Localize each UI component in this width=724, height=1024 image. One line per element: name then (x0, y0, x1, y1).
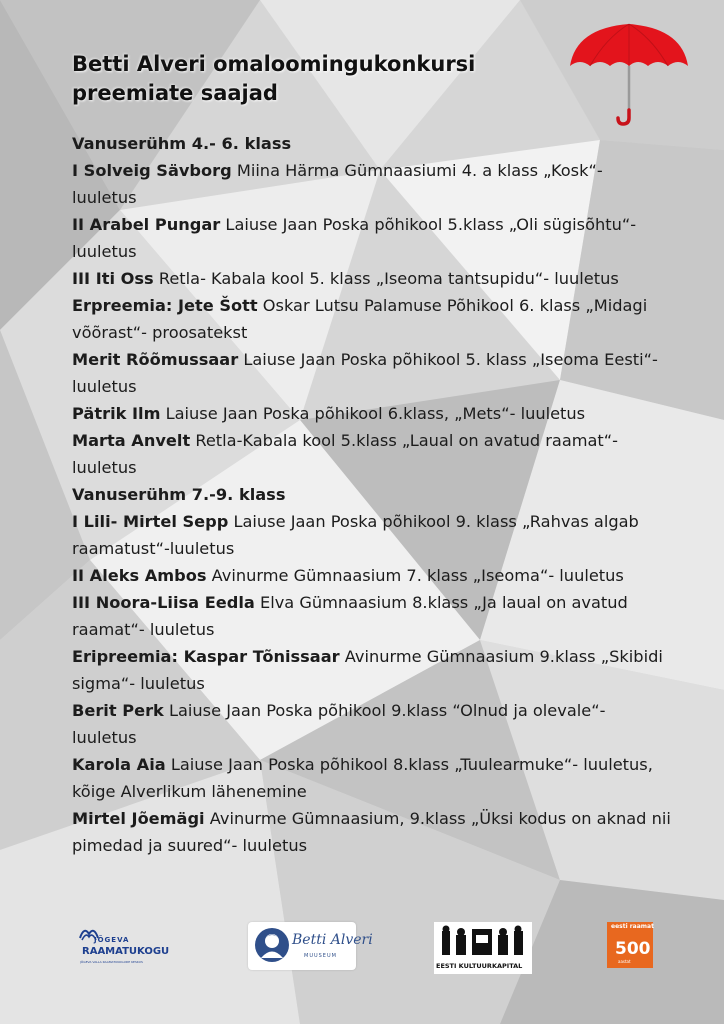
winner-name: I Lili- Mirtel Sepp (72, 512, 229, 531)
winner-details: Avinurme Gümnaasium 9.klass „Skibidi sigma“- luuletus (72, 647, 663, 693)
winner-entry (72, 427, 672, 481)
winner-entry (72, 751, 672, 805)
alveri-name: Betti Alveri (292, 932, 373, 948)
winner-details: Avinurme Gümnaasium, 9.klass „Üksi kodus on aknad nii pimedad ja suured“- luuletus (72, 809, 671, 855)
winner-entry (72, 562, 672, 589)
winner-entry (72, 211, 672, 265)
title-line-1: Betti Alveri omaloomingukonkursi (72, 52, 476, 76)
winner-name: II Arabel Pungar (72, 215, 221, 234)
winner-name: Eripreemia: Kaspar Tõnissaar (72, 647, 340, 666)
winner-entry (72, 400, 672, 427)
figures-icon (440, 925, 526, 959)
eesti-raamat-500-logo (607, 922, 653, 968)
winner-details: Laiuse Jaan Poska põhikool 5.klass „Oli sügisõhtu“- luuletus (72, 215, 637, 261)
jogeva-raamatukogu-logo (76, 922, 176, 974)
winner-name: Mirtel Jõemägi (72, 809, 205, 828)
jogeva-line-2: RAAMATUKOGU (82, 946, 170, 957)
raamat500-top: eesti raamat (611, 923, 654, 930)
winner-entry (72, 292, 672, 346)
winner-details: Elva Gümnaasium 8.klass „Ja laual on avatud raamat“- luuletus (72, 593, 628, 639)
portrait-icon (254, 927, 290, 963)
winner-name: Merit Rõõmussaar (72, 350, 239, 369)
title-line-2: preemiate saajad (72, 81, 278, 105)
raamat500-sub: aastat (618, 959, 631, 964)
page-title (72, 50, 542, 108)
winner-entry (72, 589, 672, 643)
winner-name: III Noora-Liisa Eedla (72, 593, 255, 612)
winner-name: III Iti Oss (72, 269, 154, 288)
winner-name: Karola Aia (72, 755, 166, 774)
raamat500-number: 500 (615, 939, 651, 959)
red-umbrella-icon (566, 18, 692, 128)
winner-entry (72, 805, 672, 859)
winner-entry (72, 265, 672, 292)
betti-alveri-muuseum-logo (248, 922, 373, 970)
sponsor-logos (0, 922, 724, 982)
winner-details: Miina Härma Gümnaasiumi 4. a klass „Kosk“- luuletus (72, 161, 603, 207)
winner-details: Laiuse Jaan Poska põhikool 9.klass “Olnud ja olevale“- luuletus (72, 701, 606, 747)
winner-details: Avinurme Gümnaasium 7. klass „Iseoma“- luuletus (206, 566, 624, 585)
winner-name: II Aleks Ambos (72, 566, 207, 585)
jogeva-line-1: JÕGEVA (94, 936, 130, 944)
alveri-sub: MUUSEUM (304, 953, 337, 959)
kultuurkapital-name: EESTI KULTUURKAPITAL (436, 962, 523, 970)
winner-entry (72, 508, 672, 562)
winner-name: I Solveig Sävborg (72, 161, 232, 180)
winners-list (72, 130, 672, 859)
eesti-kultuurkapital-logo (434, 922, 532, 974)
winner-details: Retla-Kabala kool 5.klass „Laual on avatud raamat“- luuletus (72, 431, 619, 477)
winner-name: Berit Perk (72, 701, 164, 720)
winner-name: Marta Anvelt (72, 431, 191, 450)
winner-details: Retla- Kabala kool 5. klass „Iseoma tantsupidu“- luuletus (153, 269, 619, 288)
winner-details: Laiuse Jaan Poska põhikool 5. klass „Iseoma Eesti“- luuletus (72, 350, 658, 396)
winner-name: Erpreemia: Jete Šott (72, 296, 258, 315)
winner-details: Laiuse Jaan Poska põhikool 9. klass „Rahvas algab raamatust“-luuletus (72, 512, 639, 558)
winner-entry (72, 157, 672, 211)
winner-entry (72, 643, 672, 697)
winner-name: Pätrik Ilm (72, 404, 161, 423)
jogeva-tagline: JÕGEVA VALLA RAAMATUKOGUDE KESKUS (80, 960, 143, 964)
age-group-heading: Vanuserühm 4.- 6. klass (72, 134, 292, 153)
winner-details: Laiuse Jaan Poska põhikool 8.klass „Tuulearmuke“- luuletus, kõige Alverlikum lähenemine (72, 755, 653, 801)
winner-details: Oskar Lutsu Palamuse Põhikool 6. klass „Midagi võõrast“- proosatekst (72, 296, 648, 342)
winner-entry (72, 697, 672, 751)
age-group-heading: Vanuserühm 7.-9. klass (72, 485, 286, 504)
winner-entry (72, 346, 672, 400)
winner-details: Laiuse Jaan Poska põhikool 6.klass, „Mets“- luuletus (160, 404, 586, 423)
